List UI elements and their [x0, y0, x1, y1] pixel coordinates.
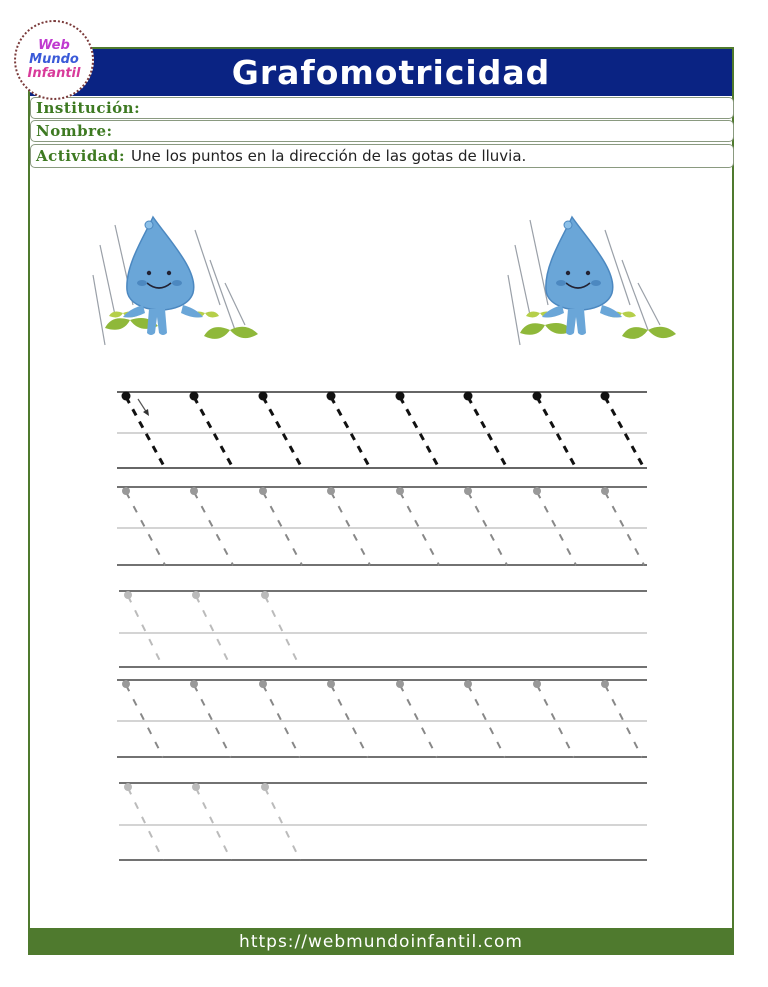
direction-arrow-icon [138, 399, 149, 416]
logo-text-line3: Infantil [27, 66, 81, 81]
institution-label: Institución: [36, 99, 141, 117]
name-label: Nombre: [36, 122, 113, 140]
tracing-row-3[interactable] [119, 591, 647, 667]
tracing-row-1[interactable] [117, 392, 647, 469]
activity-instructions: Une los puntos en la dirección de las gotas de lluvia. [131, 147, 527, 165]
tracing-row-5[interactable] [119, 783, 647, 860]
website-url[interactable]: https://webmundoinfantil.com [239, 931, 523, 952]
web-mundo-infantil-logo [14, 20, 94, 100]
tracing-row-2[interactable] [117, 487, 647, 565]
page-title: Grafomotricidad [231, 53, 551, 92]
footer-banner [28, 928, 734, 955]
logo-text-line2: Mundo [29, 52, 79, 67]
logo-text-line1: Web [38, 38, 70, 53]
tracing-row-4[interactable] [117, 680, 647, 757]
activity-label: Actividad: [36, 147, 126, 165]
